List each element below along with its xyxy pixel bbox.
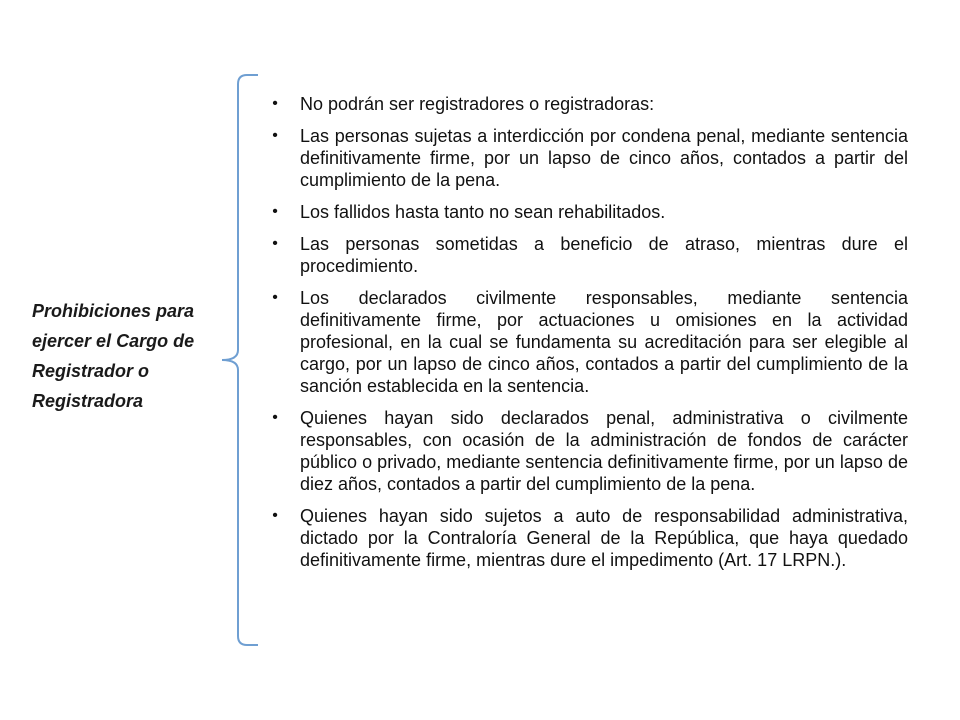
list-item	[268, 233, 908, 277]
list-item	[268, 505, 908, 571]
bullet-icon: •	[272, 409, 278, 426]
list-item	[268, 287, 908, 397]
list-item-text: Quienes hayan sido declarados penal, administrativa o civilmente responsables, con ocasión de la administración de fondos de carácter público o privado, mediante sentencia definitivamente firme, por un lapso de diez años, contados a partir del cumplimiento de la pena.	[300, 408, 908, 494]
list-item-text: Las personas sujetas a interdicción por condena penal, mediante sentencia definitivamente firme, por un lapso de cinco años, contados a partir del cumplimiento de la pena.	[300, 126, 908, 190]
list-item	[268, 125, 908, 191]
section-title: Prohibiciones para ejercer el Cargo de Registrador o Registradora	[32, 301, 195, 411]
bullet-icon: •	[272, 127, 278, 144]
curly-brace-bracket	[212, 72, 262, 648]
list-item-text: Los fallidos hasta tanto no sean rehabilitados.	[300, 202, 666, 222]
list-item	[268, 201, 908, 223]
bullet-icon: •	[272, 235, 278, 252]
prohibitions-list	[268, 93, 908, 581]
list-item	[268, 407, 908, 495]
bullet-icon: •	[272, 507, 278, 524]
bullet-icon: •	[272, 95, 278, 112]
bullet-icon: •	[272, 289, 278, 306]
list-item-text: No podrán ser registradores o registradoras:	[300, 94, 655, 114]
list-item	[268, 93, 908, 115]
list-item-text: Las personas sometidas a beneficio de atraso, mientras dure el procedimiento.	[300, 234, 908, 276]
list-item-text: Los declarados civilmente responsables, mediante sentencia definitivamente firme, por actuaciones u omisiones en la actividad profesional, en la cual se fundamenta su acreditación para ser elegible al cargo, por un lapso de cinco años, contados a partir del cumplimiento de la sanción establecida en la sentencia.	[300, 288, 908, 396]
bullet-icon: •	[272, 203, 278, 220]
list-item-text: Quienes hayan sido sujetos a auto de responsabilidad administrativa, dictado por la Contraloría General de la República, que haya quedado definitivamente firme, mientras dure el impedimento (Art. 17 LRPN.).	[300, 506, 908, 570]
